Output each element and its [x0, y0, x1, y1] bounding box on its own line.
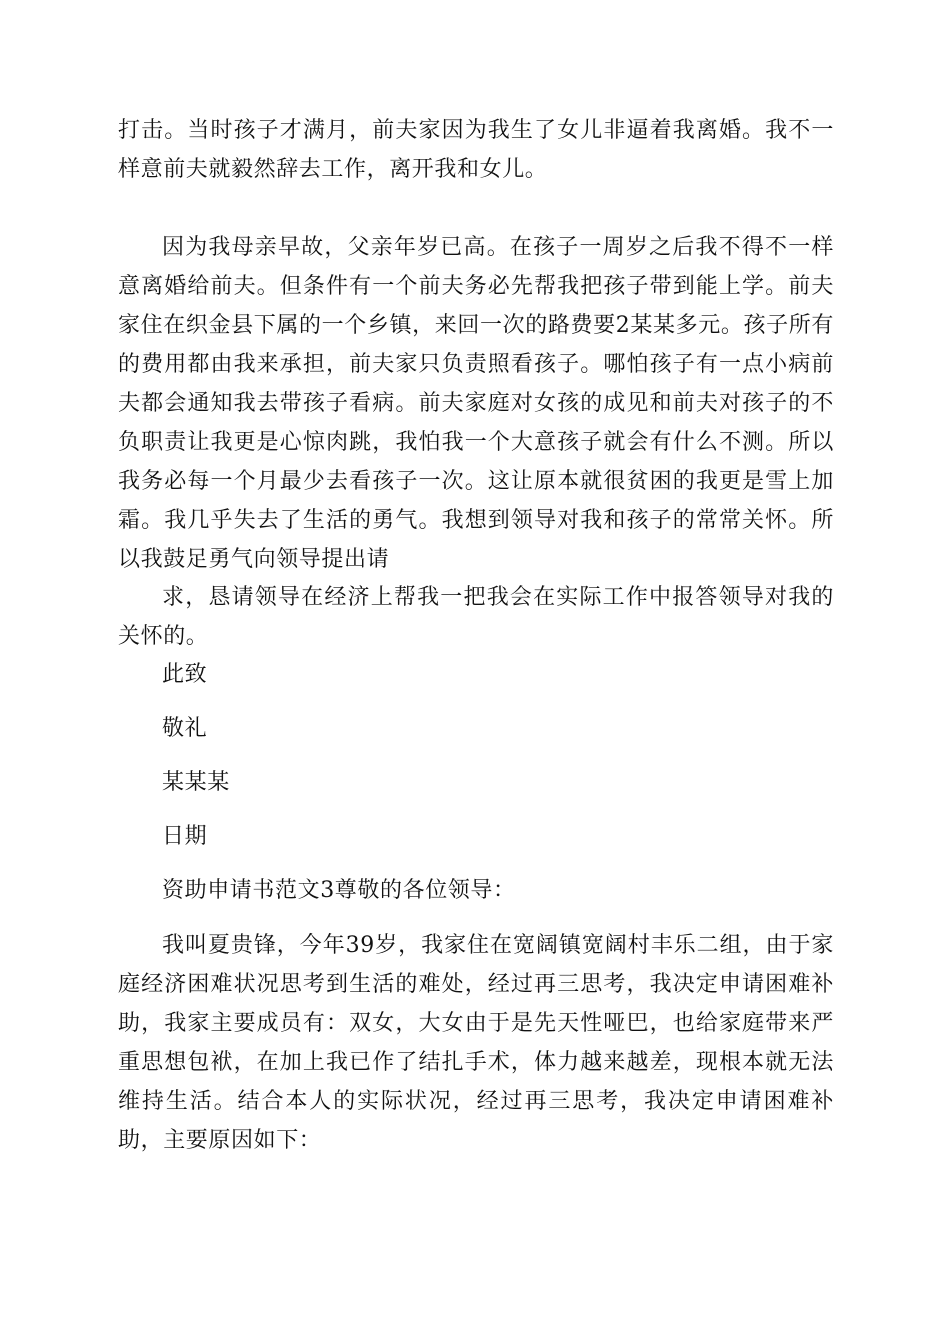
signature-name: 某某某	[162, 770, 230, 795]
closing-salutation: 此致	[162, 662, 208, 687]
paragraph-application: 我叫夏贵锋，今年39岁，我家住在宽阔镇宽阔村丰乐二组，由于家庭经济困难状况思考到生活的难处，经过再三思考，我决定申请困难补助，我家主要成员有：双女，大女由于是先天性哑巴，也给家庭带来严重思想包袱，在加上我已作了结扎手术，体力越来越差，现根本就无法维持生活。结合本人的实际状况，经过再三思考，我决定申请困难补助，主要原因如下：	[118, 933, 834, 1153]
section-heading: 资助申请书范文3尊敬的各位领导：	[162, 878, 516, 903]
paragraph-request: 求，恳请领导在经济上帮我一把我会在实际工作中报答领导对我的关怀的。	[118, 585, 834, 649]
paragraph-body: 因为我母亲早故，父亲年岁已高。在孩子一周岁之后我不得不一样意离婚给前夫。但条件有一个前夫务必先帮我把孩子带到能上学。前夫家住在织金县下属的一个乡镇，来回一次的路费要2某某多元。孩子所有的费用都由我来承担，前夫家只负责照看孩子。哪怕孩子有一点小病前夫都会通知我去带孩子看病。前夫家庭对女孩的成见和前夫对孩子的不负职责让我更是心惊肉跳，我怕我一个大意孩子就会有什么不测。所以我务必每一个月最少去看孩子一次。这让原本就很贫困的我更是雪上加霜。我几乎失去了生活的勇气。我想到领导对我和孩子的常常关怀。所以我鼓足勇气向领导提出请	[118, 235, 834, 572]
paragraph-continuation: 打击。当时孩子才满月，前夫家因为我生了女儿非逼着我离婚。我不一样意前夫就毅然辞去工作，离开我和女儿。	[118, 118, 834, 182]
signature-date: 日期	[162, 824, 208, 849]
closing-regards: 敬礼	[162, 716, 208, 741]
